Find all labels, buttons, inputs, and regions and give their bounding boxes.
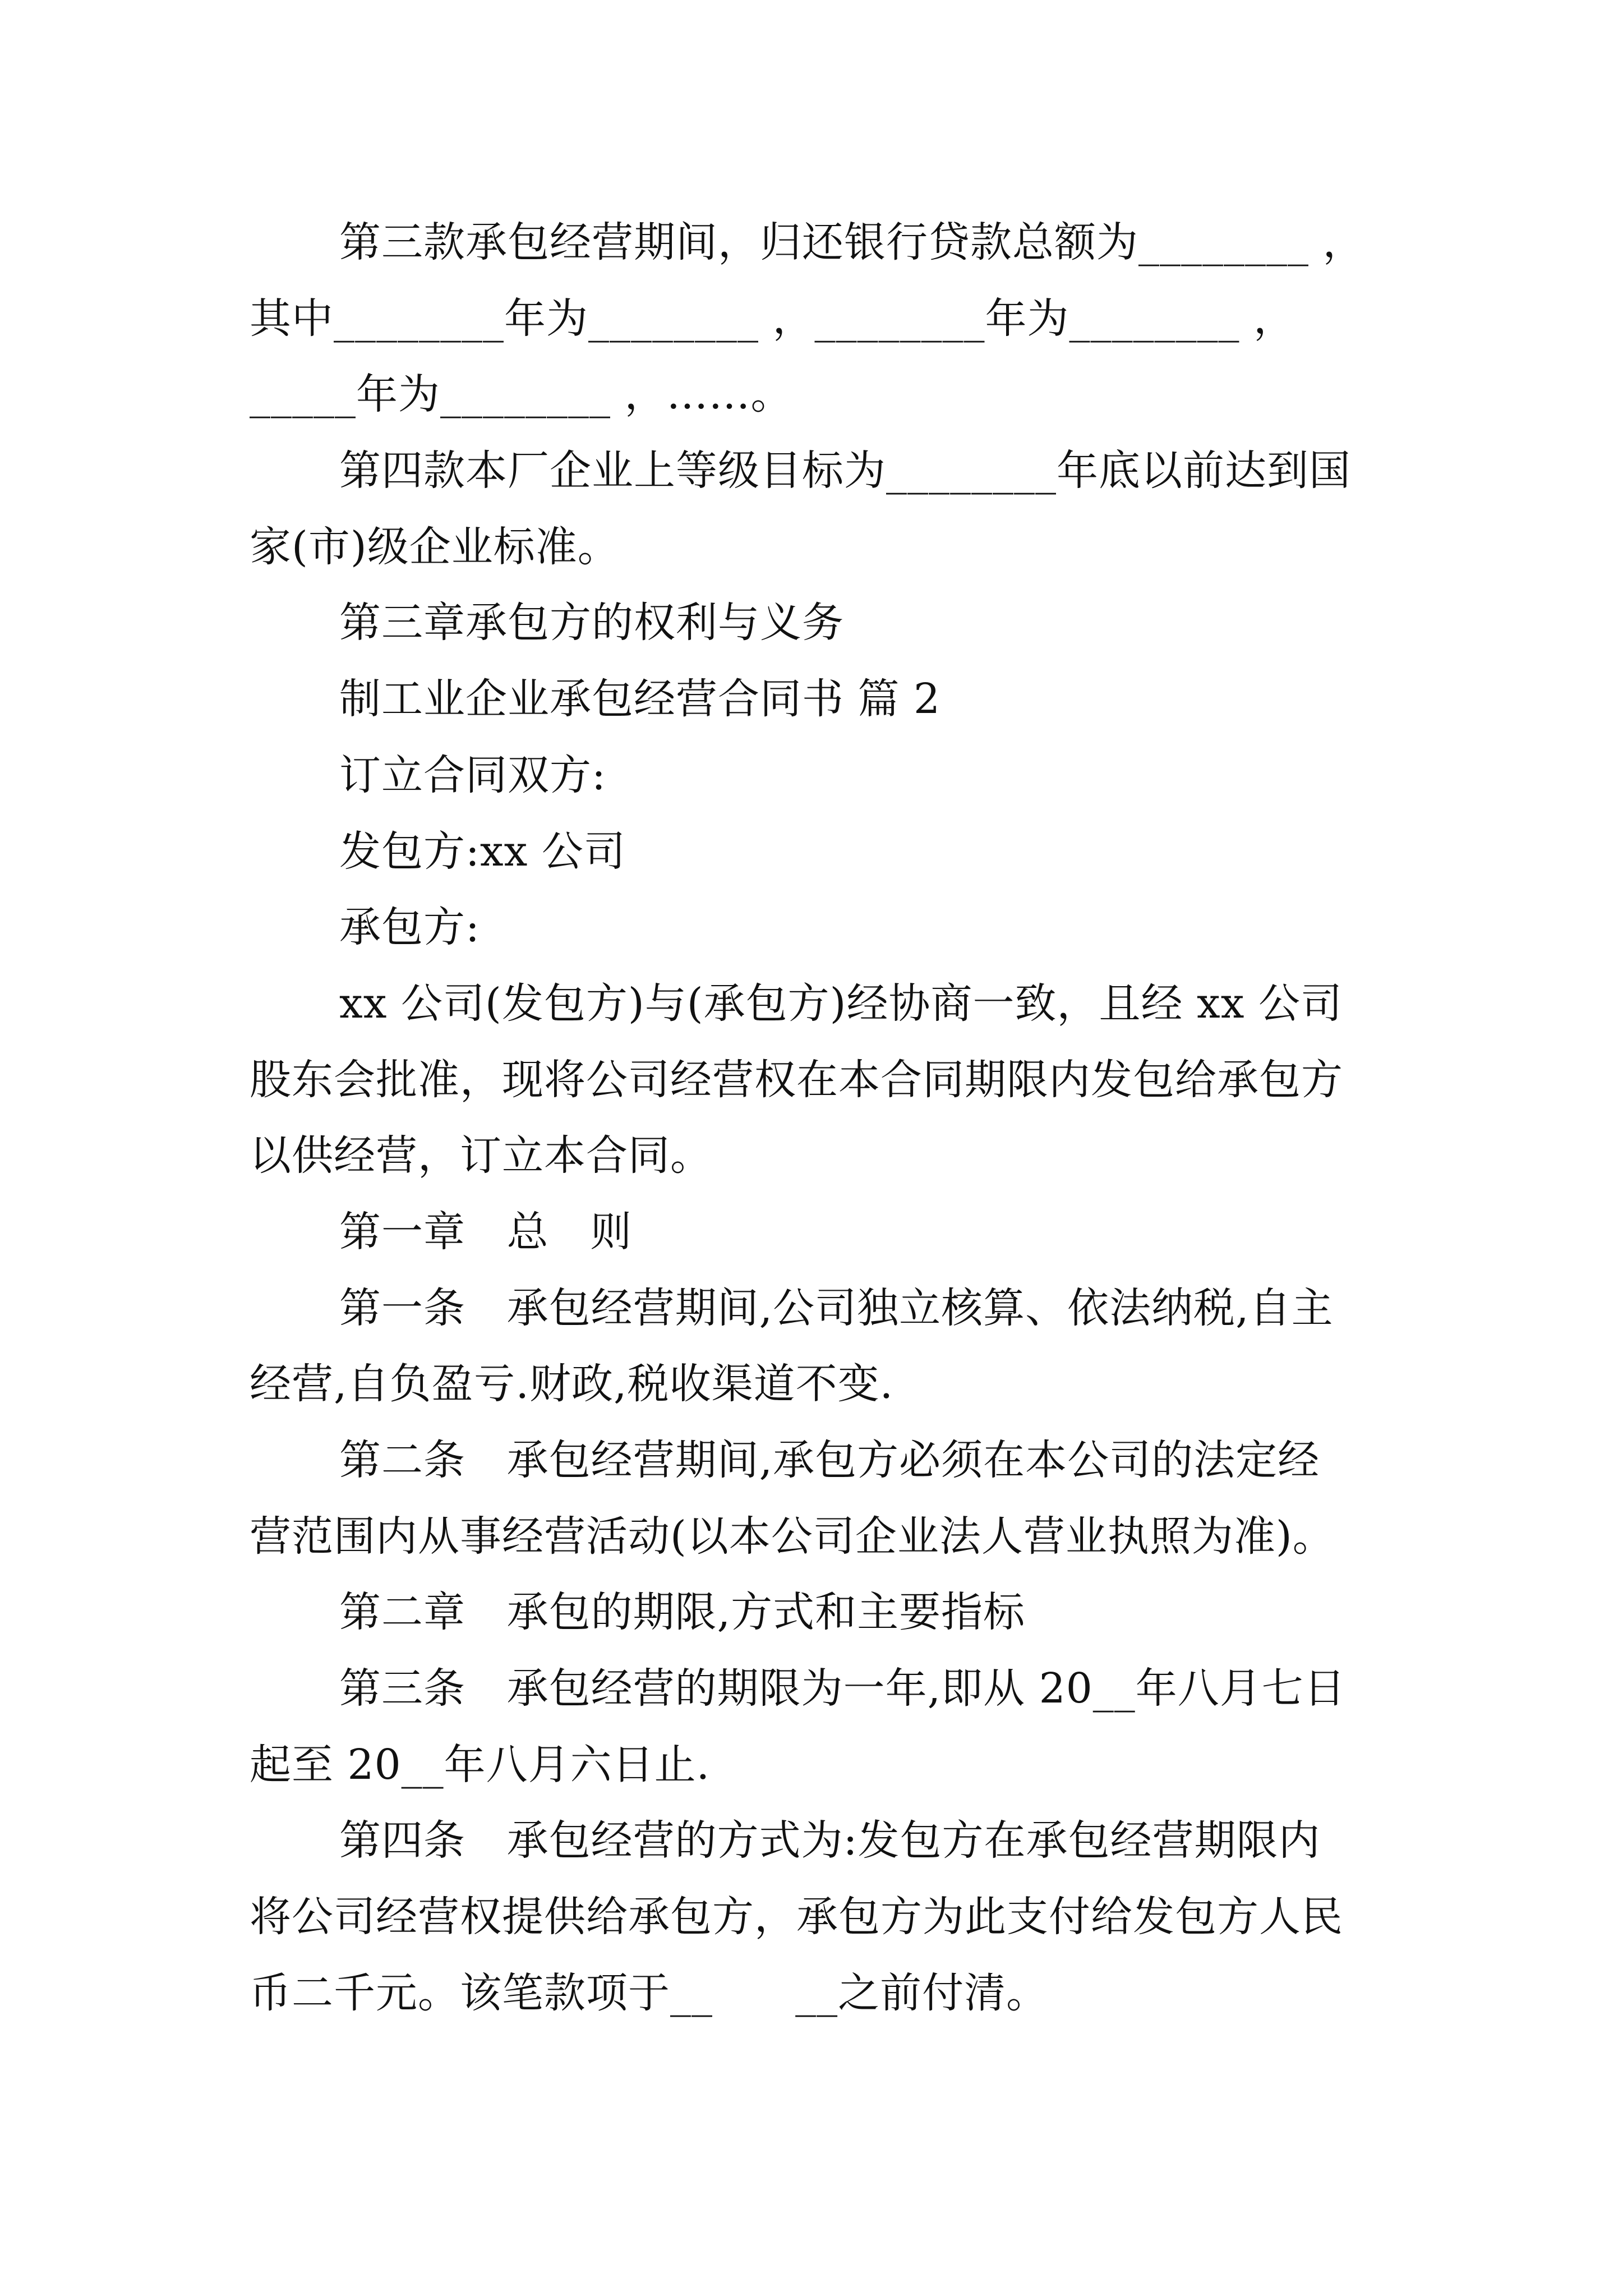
text-line: 起至 20__年八月六日止. <box>250 1740 711 1789</box>
text-line: 第一条 承包经营期间,公司独立核算、依法纳税,自主 <box>339 1283 1334 1332</box>
text-line: 第二条 承包经营期间,承包方必须在本公司的法定经 <box>339 1436 1320 1484</box>
text-line: _____年为________ ，……。 <box>250 370 793 419</box>
text-line: 营范围内从事经营活动(以本公司企业法人营业执照为准)。 <box>250 1512 1335 1561</box>
text-line: 家(市)级企业标准。 <box>250 522 620 571</box>
text-line: 第一章 总 则 <box>339 1207 633 1256</box>
text-line: 承包方: <box>339 903 480 952</box>
text-line: 制工业企业承包经营合同书 篇 2 <box>339 675 941 724</box>
text-line: 第四款本厂企业上等级目标为________年底以前达到国 <box>339 447 1351 495</box>
text-line: 将公司经营权提供给承包方，承包方为此支付给发包方人民 <box>250 1893 1343 1941</box>
text-line: 经营,自负盈亏.财政,税收渠道不变. <box>250 1360 894 1409</box>
text-line: 以供经营，订立本合同。 <box>250 1131 712 1180</box>
text-line: 订立合同双方: <box>339 751 606 799</box>
text-line: 第二章 承包的期限,方式和主要指标 <box>339 1588 1026 1637</box>
text-line: 其中________年为________ ，________年为________ ， <box>250 294 1296 343</box>
text-line: 第三章承包方的权利与义务 <box>339 599 844 647</box>
document-body <box>250 205 1388 2032</box>
text-line: 第三条 承包经营的期限为一年,即从 20__年八月七日 <box>339 1664 1346 1713</box>
text-line: 股东会批准，现将公司经营权在本合同期限内发包给承包方 <box>250 1055 1343 1104</box>
text-line: 第四条 承包经营的方式为:发包方在承包经营期限内 <box>339 1816 1321 1865</box>
text-line: 第三款承包经营期间，归还银行贷款总额为________ ， <box>339 218 1365 266</box>
text-line: xx 公司(发包方)与(承包方)经协商一致，且经 xx 公司 <box>339 979 1343 1028</box>
text-line: 币二千元。该笔款项于__ __之前付清。 <box>250 1968 1049 2017</box>
text-line: 发包方:xx 公司 <box>339 827 626 876</box>
